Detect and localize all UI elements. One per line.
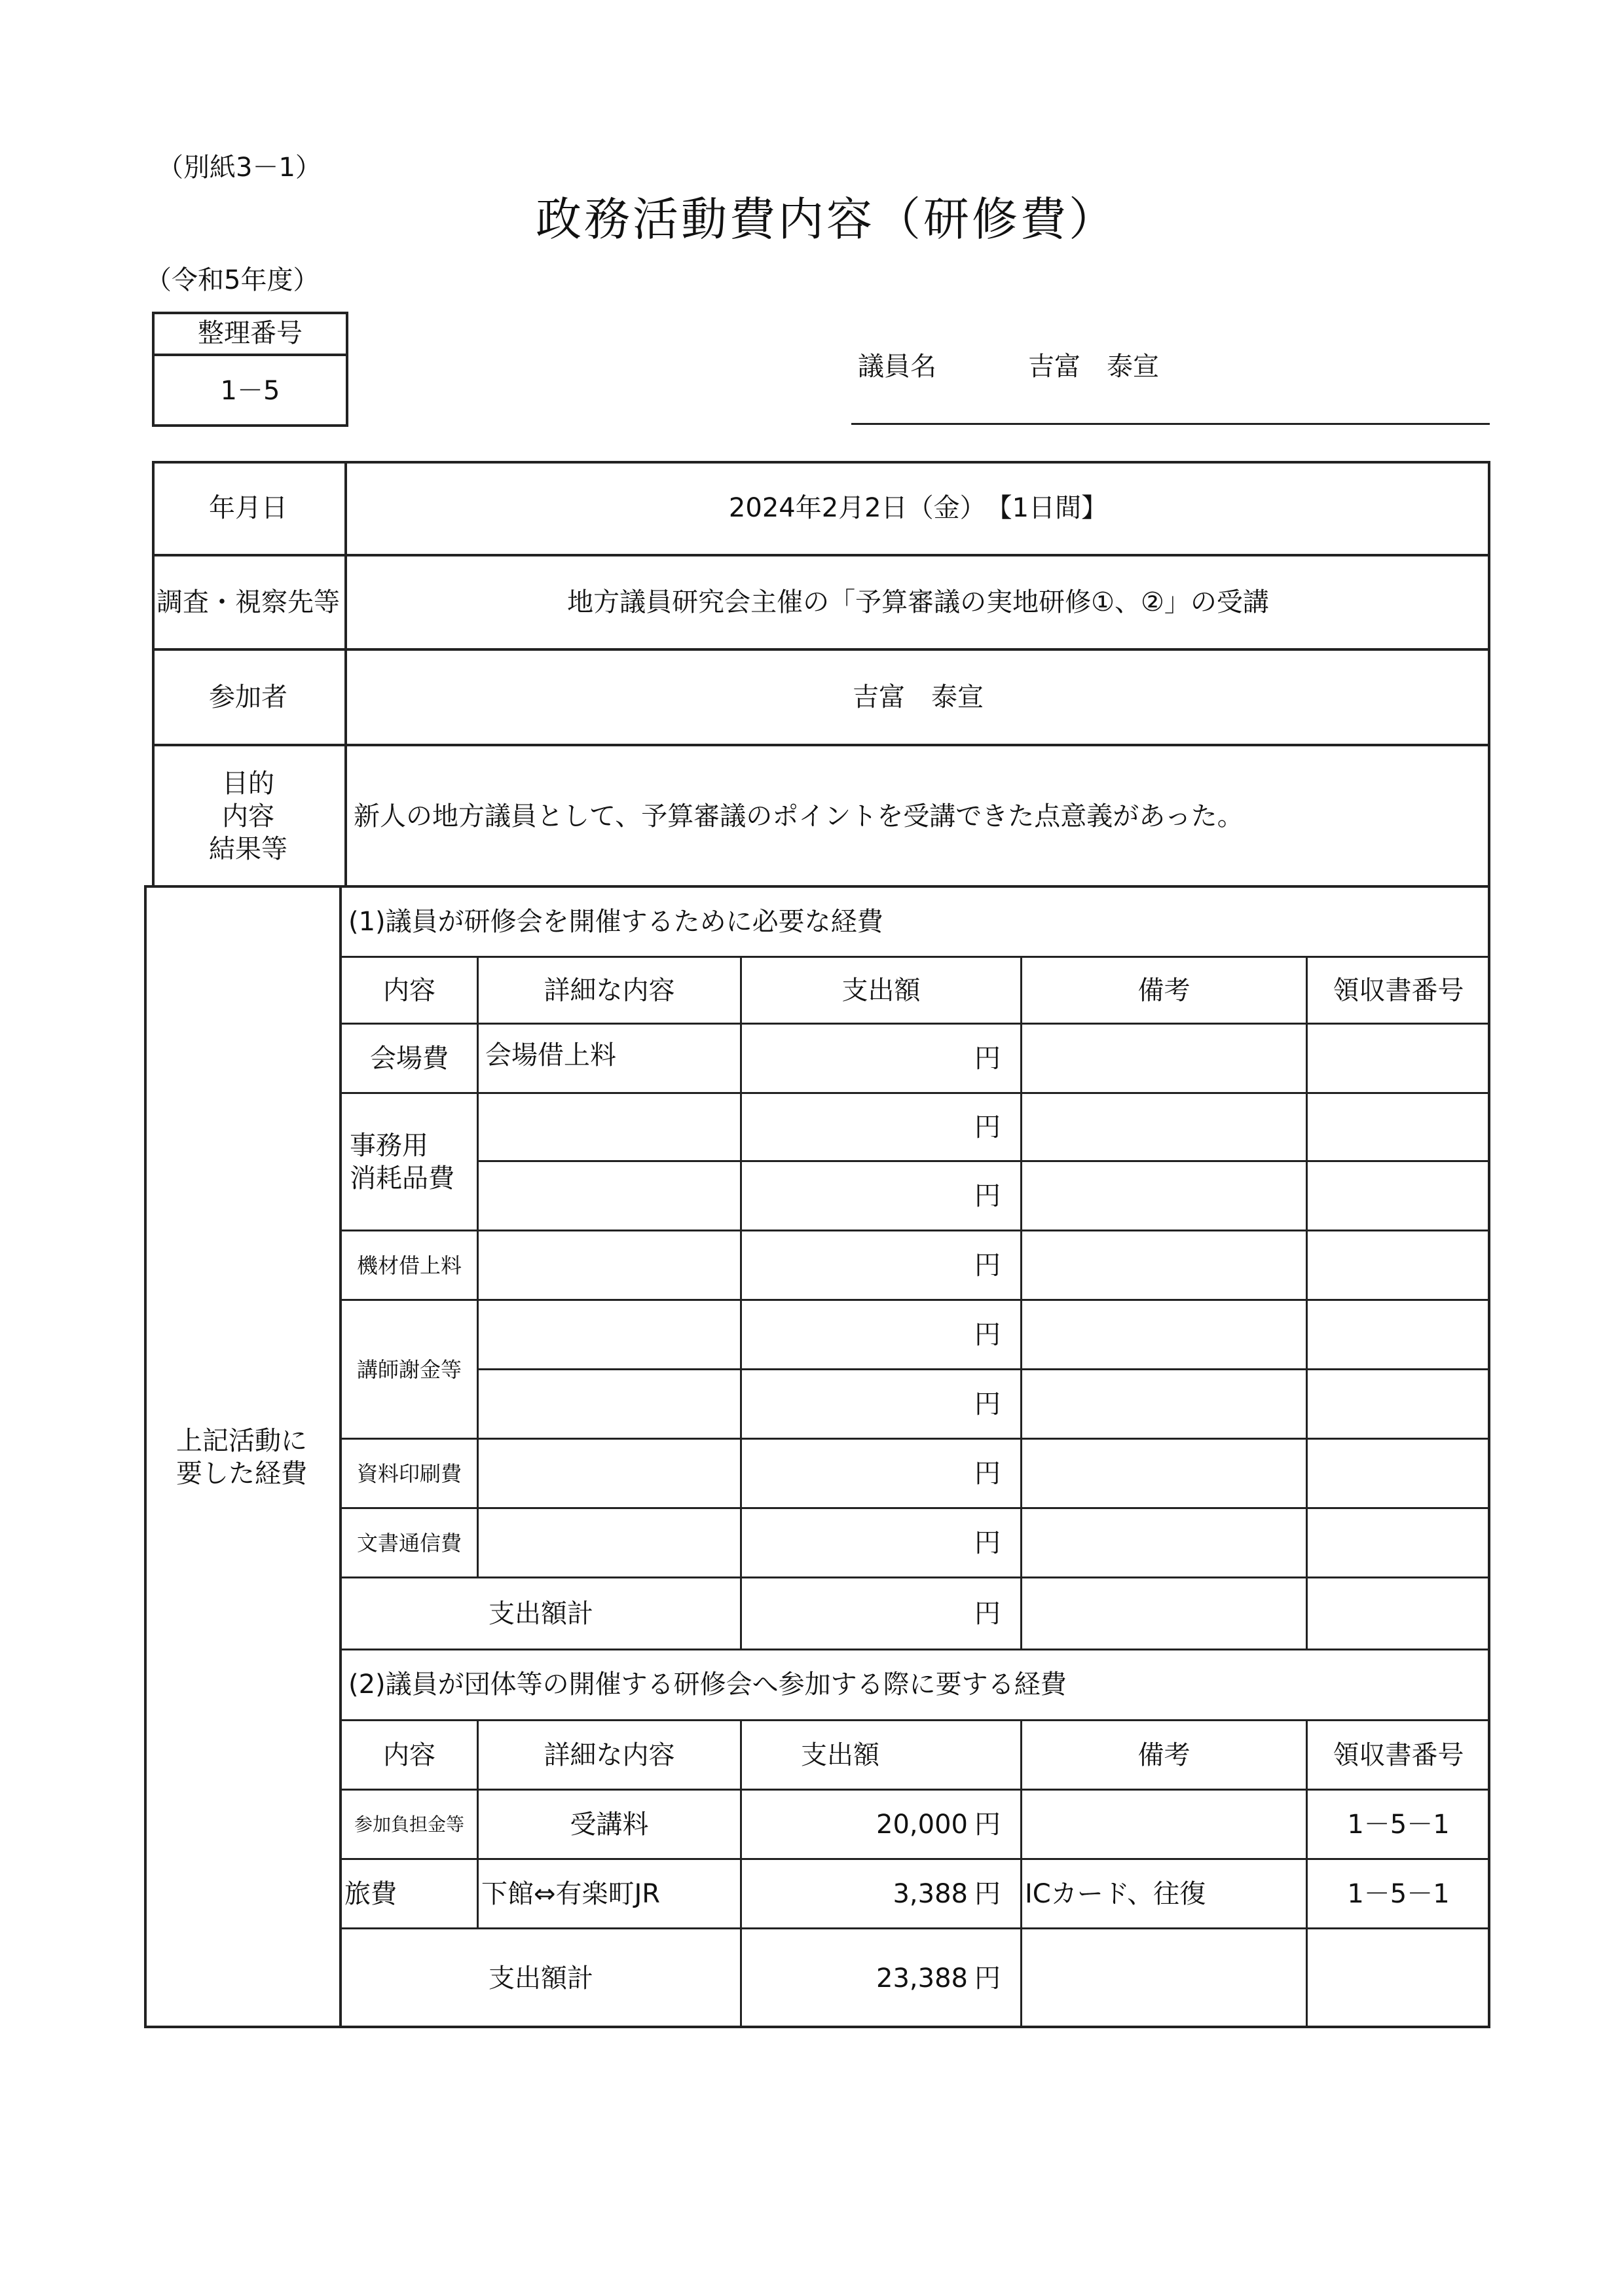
sec2-total-label: 支出額計 — [489, 1963, 593, 1994]
lecturer-fee-label: 講師謝金等 — [356, 1357, 462, 1382]
attachment-label: （別紙3－1） — [157, 153, 322, 183]
section-1-title: (1)議員が研修会を開催するために必要な経費 — [348, 907, 883, 937]
member-name: 吉富 泰宣 — [1028, 352, 1159, 382]
sec1-header-receipt: 領収書番号 — [1333, 975, 1464, 1006]
destination-value: 地方議員研究会主催の「予算審議の実地研修①、②」の受講 — [567, 587, 1269, 617]
yen-unit: 円 — [974, 1598, 1001, 1629]
office-supplies-label-line-2: 消耗品費 — [350, 1163, 454, 1194]
member-name-label: 議員名 — [858, 352, 936, 382]
table-row-amount: 3,388 — [893, 1878, 968, 1909]
sec1-header-detail: 詳細な内容 — [544, 975, 675, 1006]
yen-unit: 円 — [974, 1458, 1001, 1489]
sec2-total-amount: 23,388 — [876, 1963, 968, 1994]
sec1-header-amount: 支出額 — [841, 975, 921, 1006]
equipment-rental-label: 機材借上料 — [356, 1252, 462, 1278]
yen-unit: 円 — [974, 1180, 1001, 1211]
postage-cost-label: 文書通信費 — [356, 1530, 462, 1556]
reference-number-value: 1－5 — [220, 376, 280, 406]
table-row-receipt: 1－5－1 — [1347, 1809, 1450, 1840]
sec2-header-remarks: 備考 — [1137, 1740, 1190, 1770]
office-supplies-label — [342, 1094, 477, 1230]
purpose-label-line-3: 結果等 — [209, 834, 287, 864]
table-row-remarks — [1022, 1791, 1306, 1858]
table-row-receipt: 1－5－1 — [1347, 1878, 1450, 1909]
yen-unit: 円 — [974, 1963, 1001, 1994]
destination-label: 調査・視察先等 — [157, 587, 340, 617]
table-row-remarks: ICカード、往復 — [1025, 1878, 1206, 1909]
table-row-amount: 20,000 — [876, 1809, 968, 1840]
sec1-header-content: 内容 — [383, 975, 435, 1006]
reference-number-label: 整理番号 — [198, 318, 303, 348]
yen-unit: 円 — [974, 1250, 1001, 1281]
purpose-label — [152, 746, 344, 886]
printing-cost-label: 資料印刷費 — [356, 1461, 462, 1486]
venue-detail: 会場借上料 — [485, 1040, 616, 1070]
date-label: 年月日 — [209, 493, 287, 523]
table-row-detail: 下館⇔有楽町JR — [481, 1878, 661, 1909]
table-row-content: 参加負担金等 — [354, 1813, 464, 1835]
expenses-side-label-line-2: 要した経費 — [176, 1459, 307, 1489]
yen-unit: 円 — [974, 1389, 1001, 1419]
section-2-title: (2)議員が団体等の開催する研修会へ参加する際に要する経費 — [348, 1669, 1067, 1700]
purpose-label-line-2: 内容 — [222, 801, 274, 831]
table-row-detail: 受講料 — [570, 1809, 649, 1840]
member-name-underline — [851, 423, 1490, 425]
yen-unit: 円 — [974, 1112, 1001, 1142]
page-title: 政務活動費内容（研修費） — [536, 192, 1117, 246]
yen-unit: 円 — [974, 1527, 1001, 1558]
sec2-header-receipt: 領収書番号 — [1333, 1740, 1464, 1770]
sec2-header-amount: 支出額 — [801, 1740, 879, 1770]
sec2-header-content: 内容 — [383, 1740, 435, 1770]
participant-label: 参加者 — [209, 682, 287, 712]
yen-unit: 円 — [974, 1809, 1001, 1840]
yen-unit: 円 — [974, 1878, 1001, 1909]
yen-unit: 円 — [974, 1043, 1001, 1074]
purpose-value: 新人の地方議員として、予算審議のポイントを受講できた点意義があった。 — [354, 801, 1244, 831]
sec2-header-detail: 詳細な内容 — [544, 1740, 675, 1770]
expenses-side-label-line-1: 上記活動に — [176, 1426, 307, 1456]
purpose-label-line-1: 目的 — [222, 769, 274, 799]
sec1-total-label: 支出額計 — [489, 1598, 593, 1629]
date-value: 2024年2月2日（金） 【1日間】 — [728, 493, 1108, 523]
venue-label: 会場費 — [370, 1043, 449, 1074]
participant-value: 吉富 泰宣 — [853, 682, 984, 712]
sec1-header-remarks: 備考 — [1137, 975, 1190, 1006]
table-row-content: 旅費 — [344, 1878, 397, 1909]
expenses-side-label — [144, 888, 339, 2027]
office-supplies-label-line-1: 事務用 — [350, 1130, 428, 1161]
yen-unit: 円 — [974, 1319, 1001, 1350]
fiscal-year: （令和5年度） — [145, 265, 320, 295]
